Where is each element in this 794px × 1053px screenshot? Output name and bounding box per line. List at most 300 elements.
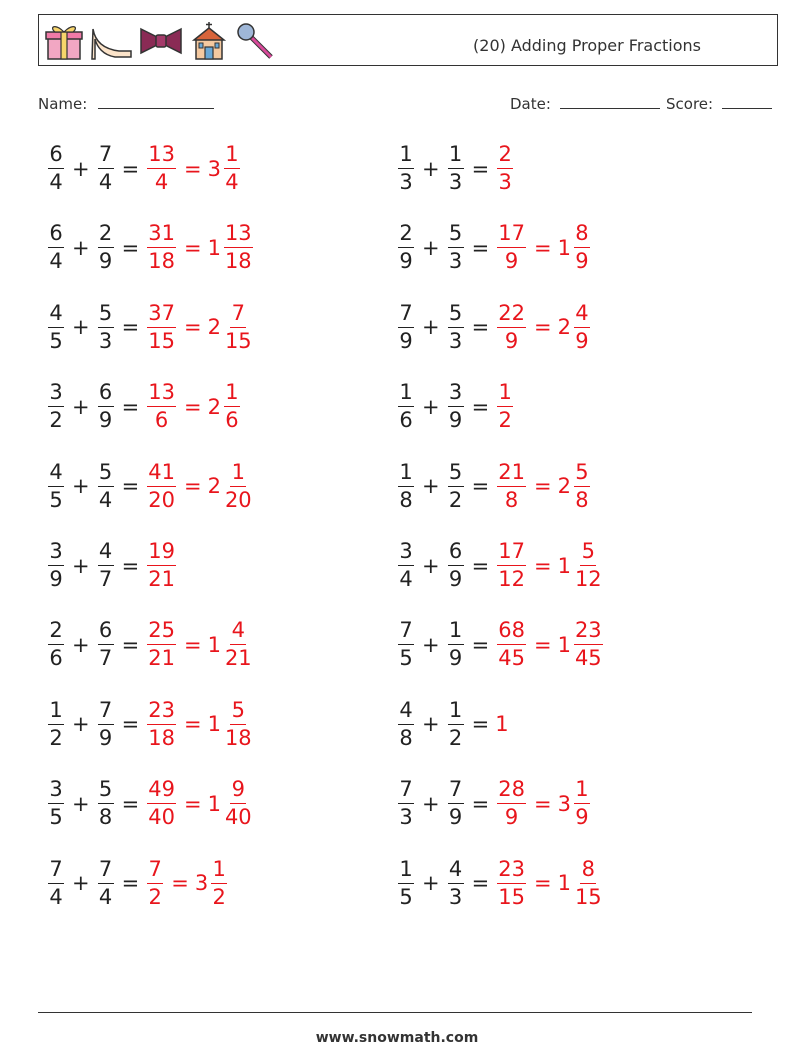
numerator: 1 xyxy=(224,382,240,407)
fraction xyxy=(147,541,176,590)
denominator: 18 xyxy=(148,725,175,750)
problem-item xyxy=(46,382,242,431)
header-icons xyxy=(45,21,275,61)
problem-item xyxy=(396,223,592,272)
denominator: 21 xyxy=(224,646,252,671)
plus-sign: + xyxy=(422,712,440,737)
numerator: 7 xyxy=(48,859,64,884)
fraction xyxy=(448,223,464,272)
fraction xyxy=(98,541,114,590)
fraction xyxy=(48,300,64,353)
numerator: 6 xyxy=(48,223,64,248)
denominator: 8 xyxy=(504,487,519,512)
mixed-fraction xyxy=(574,856,603,909)
numerator: 8 xyxy=(580,859,596,884)
numerator: 4 xyxy=(448,859,464,884)
plus-sign: + xyxy=(72,235,90,260)
plus-sign: + xyxy=(72,394,90,419)
answer xyxy=(495,712,508,736)
fraction xyxy=(497,300,526,353)
numerator: 5 xyxy=(448,462,464,487)
problem-item xyxy=(396,697,509,750)
mixed-whole: 1 xyxy=(207,712,221,737)
numerator: 2 xyxy=(48,620,64,645)
name-label: Name: xyxy=(38,95,88,113)
denominator: 21 xyxy=(148,567,175,591)
numerator: 1 xyxy=(497,382,513,407)
numerator: 1 xyxy=(48,700,64,725)
worksheet-header xyxy=(38,14,778,66)
equals-sign: = xyxy=(533,235,552,260)
fraction xyxy=(48,223,64,272)
fraction xyxy=(147,382,176,431)
equals-sign: = xyxy=(121,712,140,737)
denominator: 4 xyxy=(49,884,63,909)
denominator: 9 xyxy=(448,408,463,433)
numerator: 23 xyxy=(497,859,526,884)
church-icon xyxy=(189,21,229,61)
fraction xyxy=(147,856,163,909)
equals-sign: = xyxy=(533,791,552,816)
mixed-fraction xyxy=(574,620,603,669)
denominator: 6 xyxy=(49,646,63,671)
numerator: 4 xyxy=(398,700,414,725)
fraction xyxy=(448,459,464,512)
fraction xyxy=(448,856,464,909)
name-blank[interactable] xyxy=(98,94,214,109)
denominator: 3 xyxy=(98,328,113,353)
answer-whole: 1 xyxy=(495,712,509,737)
denominator: 2 xyxy=(498,408,512,433)
numerator: 7 xyxy=(230,303,246,328)
problem-item xyxy=(396,144,515,193)
numerator: 21 xyxy=(497,462,526,487)
fraction xyxy=(398,697,414,750)
numerator: 17 xyxy=(497,223,526,248)
denominator: 6 xyxy=(154,408,169,433)
numerator: 13 xyxy=(147,382,176,407)
fraction xyxy=(98,144,114,193)
denominator: 3 xyxy=(448,884,463,909)
numerator: 37 xyxy=(147,303,176,328)
problem-item xyxy=(46,300,255,353)
problem-item xyxy=(46,223,255,272)
denominator: 9 xyxy=(98,249,113,274)
numerator: 1 xyxy=(448,620,464,645)
denominator: 9 xyxy=(448,646,463,671)
fraction xyxy=(398,620,414,669)
answer xyxy=(145,541,178,590)
denominator: 9 xyxy=(448,805,463,830)
fraction xyxy=(98,382,114,431)
fraction xyxy=(147,779,176,828)
fraction xyxy=(147,620,176,669)
numerator: 1 xyxy=(574,779,590,804)
numerator: 13 xyxy=(224,223,253,248)
denominator: 15 xyxy=(574,884,602,909)
denominator: 6 xyxy=(399,408,413,433)
numerator: 25 xyxy=(147,620,176,645)
equals-sign: = xyxy=(183,632,202,657)
problem-item xyxy=(396,382,515,431)
mixed-fraction xyxy=(224,459,253,512)
name-field xyxy=(38,94,214,113)
mixed-fraction xyxy=(574,300,590,353)
numerator: 7 xyxy=(98,859,114,884)
fraction xyxy=(48,779,64,828)
numerator: 1 xyxy=(398,382,414,407)
denominator: 21 xyxy=(148,646,175,671)
numerator: 4 xyxy=(98,541,114,566)
fraction xyxy=(98,779,114,828)
denominator: 3 xyxy=(448,249,463,274)
equals-sign: = xyxy=(533,315,552,340)
footer-divider xyxy=(38,1012,752,1013)
denominator: 5 xyxy=(49,487,63,512)
mixed-fraction xyxy=(224,779,253,828)
denominator: 40 xyxy=(148,805,175,830)
mixed-fraction xyxy=(574,779,590,828)
numerator: 1 xyxy=(211,859,227,884)
answer xyxy=(145,223,254,272)
fraction xyxy=(147,697,176,750)
numerator: 1 xyxy=(398,144,414,169)
mixed-fraction xyxy=(224,382,240,431)
numerator: 23 xyxy=(147,700,176,725)
fraction xyxy=(398,144,414,193)
answer xyxy=(495,779,592,828)
gift-icon xyxy=(45,21,83,61)
denominator: 6 xyxy=(225,408,239,433)
date-field xyxy=(510,94,660,113)
mixed-whole: 2 xyxy=(207,394,221,419)
denominator: 2 xyxy=(212,884,226,909)
answer xyxy=(495,223,592,272)
mixed-whole: 1 xyxy=(207,791,221,816)
denominator: 9 xyxy=(504,328,519,353)
numerator: 6 xyxy=(98,620,114,645)
equals-sign: = xyxy=(121,871,140,896)
denominator: 8 xyxy=(575,487,589,512)
equals-sign: = xyxy=(471,394,490,419)
denominator: 40 xyxy=(224,805,252,830)
denominator: 18 xyxy=(224,725,252,750)
numerator: 6 xyxy=(448,541,464,566)
denominator: 8 xyxy=(98,805,113,830)
denominator: 4 xyxy=(98,884,113,909)
score-field xyxy=(666,94,772,113)
numerator: 17 xyxy=(497,541,526,566)
fraction xyxy=(398,459,414,512)
denominator: 9 xyxy=(504,249,519,274)
denominator: 4 xyxy=(98,170,113,194)
mixed-whole: 3 xyxy=(557,791,571,816)
problem-item xyxy=(46,541,178,590)
denominator: 7 xyxy=(98,646,113,671)
plus-sign: + xyxy=(72,632,90,657)
denominator: 3 xyxy=(448,170,463,194)
denominator: 4 xyxy=(399,567,413,591)
denominator: 3 xyxy=(399,170,413,194)
plus-sign: + xyxy=(72,156,90,181)
denominator: 3 xyxy=(498,170,512,194)
numerator: 5 xyxy=(448,223,464,248)
mixed-whole: 2 xyxy=(557,315,571,340)
fraction xyxy=(497,620,526,669)
denominator: 12 xyxy=(498,567,525,591)
fraction xyxy=(98,300,114,353)
plus-sign: + xyxy=(422,553,440,578)
fraction xyxy=(497,856,526,909)
denominator: 3 xyxy=(448,328,463,353)
problem-item xyxy=(396,541,605,590)
denominator: 5 xyxy=(399,646,413,671)
denominator: 45 xyxy=(574,646,602,671)
answer xyxy=(145,856,229,909)
answer xyxy=(495,459,592,512)
denominator: 5 xyxy=(49,328,63,353)
numerator: 4 xyxy=(574,303,590,328)
numerator: 5 xyxy=(448,303,464,328)
fraction xyxy=(497,779,526,828)
equals-sign: = xyxy=(471,474,490,499)
denominator: 9 xyxy=(575,805,589,830)
answer xyxy=(495,300,592,353)
equals-sign: = xyxy=(471,871,490,896)
equals-sign: = xyxy=(171,871,189,896)
mixed-fraction xyxy=(211,856,227,909)
plus-sign: + xyxy=(422,235,440,260)
equals-sign: = xyxy=(471,791,490,816)
fraction xyxy=(98,697,114,750)
denominator: 4 xyxy=(49,249,63,274)
date-label: Date: xyxy=(510,95,551,113)
equals-sign: = xyxy=(533,632,552,657)
fraction xyxy=(48,620,64,669)
fraction xyxy=(398,856,414,909)
fraction xyxy=(497,541,526,590)
plus-sign: + xyxy=(422,156,440,181)
equals-sign: = xyxy=(121,156,140,181)
numerator: 1 xyxy=(448,144,464,169)
equals-sign: = xyxy=(183,235,202,260)
numerator: 6 xyxy=(98,382,114,407)
mixed-whole: 1 xyxy=(557,871,571,896)
numerator: 2 xyxy=(98,223,114,248)
denominator: 20 xyxy=(148,487,175,512)
denominator: 4 xyxy=(98,487,113,512)
date-blank[interactable] xyxy=(560,94,660,109)
score-blank[interactable] xyxy=(722,94,772,109)
fraction xyxy=(147,300,176,353)
mixed-fraction xyxy=(224,223,253,272)
answer xyxy=(145,144,242,193)
fraction xyxy=(147,144,176,193)
mixed-whole: 1 xyxy=(557,553,571,578)
numerator: 7 xyxy=(98,700,114,725)
plus-sign: + xyxy=(422,791,440,816)
problem-item xyxy=(46,459,255,512)
fraction xyxy=(98,856,114,909)
denominator: 15 xyxy=(498,884,525,909)
plus-sign: + xyxy=(72,871,90,896)
equals-sign: = xyxy=(121,791,140,816)
numerator: 7 xyxy=(448,779,464,804)
problem-item xyxy=(396,620,605,669)
numerator: 4 xyxy=(48,303,64,328)
equals-sign: = xyxy=(183,712,202,737)
fraction xyxy=(398,541,414,590)
numerator: 3 xyxy=(48,382,64,407)
equals-sign: = xyxy=(183,315,202,340)
numerator: 5 xyxy=(98,462,114,487)
problem-item xyxy=(46,620,255,669)
fraction xyxy=(98,620,114,669)
equals-sign: = xyxy=(121,632,140,657)
numerator: 4 xyxy=(230,620,246,645)
fraction xyxy=(48,541,64,590)
answer xyxy=(145,300,254,353)
numerator: 2 xyxy=(398,223,414,248)
problem-item xyxy=(46,779,255,828)
denominator: 9 xyxy=(98,725,113,750)
equals-sign: = xyxy=(471,632,490,657)
answer xyxy=(495,541,604,590)
numerator: 5 xyxy=(574,462,590,487)
denominator: 18 xyxy=(224,249,252,274)
denominator: 9 xyxy=(575,249,589,274)
fraction xyxy=(48,144,64,193)
fraction xyxy=(398,382,414,431)
numerator: 19 xyxy=(147,541,176,566)
denominator: 9 xyxy=(98,408,113,433)
fraction xyxy=(48,856,64,909)
fraction xyxy=(48,382,64,431)
bow-tie-icon xyxy=(139,21,183,61)
plus-sign: + xyxy=(422,632,440,657)
equals-sign: = xyxy=(471,553,490,578)
denominator: 9 xyxy=(575,328,589,353)
numerator: 1 xyxy=(448,700,464,725)
denominator: 2 xyxy=(148,884,162,909)
mixed-whole: 2 xyxy=(207,474,221,499)
numerator: 7 xyxy=(98,144,114,169)
fraction xyxy=(448,144,464,193)
answer xyxy=(495,382,515,431)
mixed-fraction xyxy=(574,223,590,272)
numerator: 8 xyxy=(574,223,590,248)
denominator: 9 xyxy=(448,567,463,591)
answer xyxy=(145,779,254,828)
numerator: 7 xyxy=(398,303,414,328)
answer xyxy=(145,459,254,512)
numerator: 49 xyxy=(147,779,176,804)
problem-item xyxy=(396,779,592,828)
denominator: 2 xyxy=(448,725,463,750)
fraction xyxy=(448,300,464,353)
mixed-fraction xyxy=(224,697,253,750)
numerator: 1 xyxy=(398,462,414,487)
answer xyxy=(495,144,515,193)
fraction xyxy=(448,541,464,590)
numerator: 7 xyxy=(398,620,414,645)
equals-sign: = xyxy=(471,315,490,340)
equals-sign: = xyxy=(533,553,552,578)
denominator: 7 xyxy=(98,567,113,591)
denominator: 15 xyxy=(224,328,252,353)
denominator: 3 xyxy=(399,805,413,830)
equals-sign: = xyxy=(471,712,490,737)
equals-sign: = xyxy=(121,474,140,499)
denominator: 4 xyxy=(154,170,169,194)
numerator: 5 xyxy=(580,541,596,566)
numerator: 2 xyxy=(497,144,513,169)
problem-item xyxy=(396,459,592,512)
denominator: 15 xyxy=(148,328,175,353)
plus-sign: + xyxy=(422,474,440,499)
equals-sign: = xyxy=(183,394,202,419)
numerator: 5 xyxy=(230,700,246,725)
fraction xyxy=(448,620,464,669)
score-label: Score: xyxy=(666,95,714,113)
denominator: 5 xyxy=(399,884,413,909)
mixed-whole: 3 xyxy=(194,871,209,896)
numerator: 9 xyxy=(230,779,246,804)
plus-sign: + xyxy=(72,315,90,340)
fraction xyxy=(448,382,464,431)
mixed-whole: 2 xyxy=(207,315,221,340)
denominator: 4 xyxy=(49,170,63,194)
fraction xyxy=(448,779,464,828)
denominator: 5 xyxy=(49,805,63,830)
mixed-whole: 1 xyxy=(557,632,571,657)
denominator: 9 xyxy=(399,328,413,353)
plus-sign: + xyxy=(72,712,90,737)
fraction xyxy=(48,697,64,750)
denominator: 9 xyxy=(399,249,413,274)
mixed-whole: 1 xyxy=(207,632,221,657)
numerator: 5 xyxy=(98,779,114,804)
mixed-whole: 1 xyxy=(207,235,221,260)
answer xyxy=(495,620,604,669)
equals-sign: = xyxy=(183,474,202,499)
equals-sign: = xyxy=(121,553,140,578)
equals-sign: = xyxy=(471,235,490,260)
denominator: 12 xyxy=(574,567,602,591)
mixed-fraction xyxy=(224,620,253,669)
denominator: 20 xyxy=(224,487,252,512)
numerator: 13 xyxy=(147,144,176,169)
fraction xyxy=(497,144,513,193)
answer xyxy=(145,620,254,669)
fraction xyxy=(497,382,513,431)
answer xyxy=(495,856,604,909)
problem-item xyxy=(46,697,255,750)
fraction xyxy=(98,223,114,272)
problem-item xyxy=(396,856,605,909)
fraction xyxy=(98,459,114,512)
fraction xyxy=(398,779,414,828)
numerator: 41 xyxy=(147,462,176,487)
fraction xyxy=(147,459,176,512)
fraction xyxy=(398,300,414,353)
fraction xyxy=(48,459,64,512)
equals-sign: = xyxy=(121,315,140,340)
fraction xyxy=(147,223,176,272)
numerator: 3 xyxy=(448,382,464,407)
high-heel-icon xyxy=(89,21,133,61)
denominator: 9 xyxy=(49,567,63,591)
